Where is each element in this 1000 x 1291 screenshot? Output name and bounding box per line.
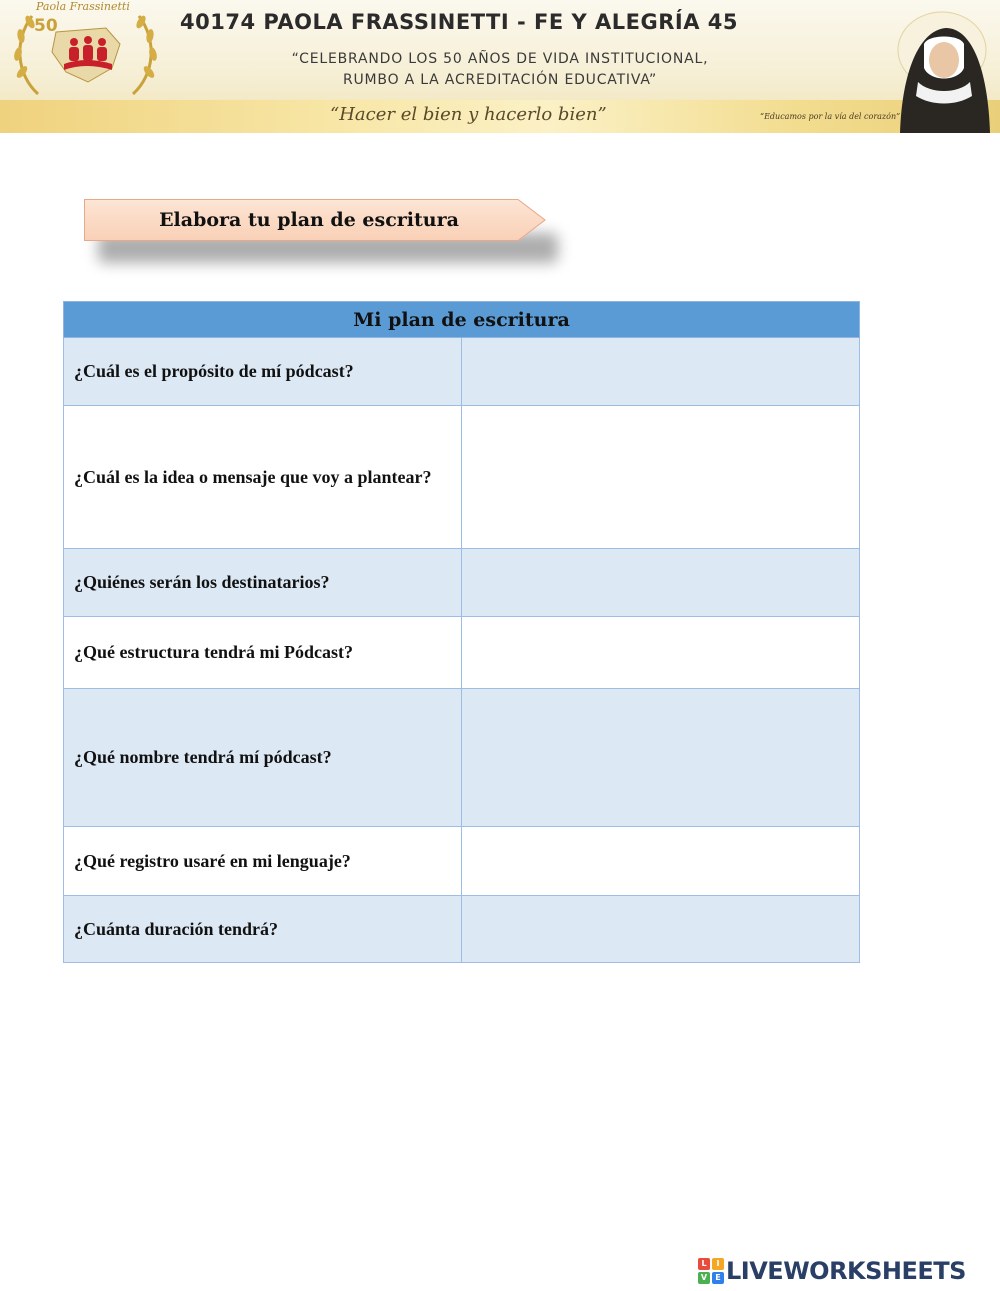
answer-name-input[interactable] — [472, 733, 849, 777]
logo-caption: Paola Frassinetti — [36, 0, 130, 13]
brand-icon-letter: I — [712, 1258, 724, 1270]
school-title: 40174 PAOLA FRASSINETTI - FE Y ALEGRÍA 45 — [180, 10, 738, 34]
question-duration: ¿Cuánta duración tendrá? — [64, 896, 462, 963]
answer-message-input[interactable] — [472, 453, 849, 497]
question-message: ¿Cuál es la idea o mensaje que voy a plantear? — [64, 406, 462, 549]
liveworksheets-brand[interactable] — [698, 1256, 966, 1286]
table-row — [64, 896, 860, 963]
brand-icon-letter: L — [698, 1258, 710, 1270]
table-row — [64, 406, 860, 549]
question-register: ¿Qué registro usaré en mi lenguaje? — [64, 827, 462, 896]
table-title: Mi plan de escritura — [64, 302, 860, 338]
answer-cell[interactable] — [462, 689, 860, 827]
brand-wordmark: LIVEWORKSHEETS — [726, 1257, 966, 1285]
table-row — [64, 827, 860, 896]
writing-plan-table — [63, 301, 860, 963]
liveworksheets-logo-icon — [698, 1258, 724, 1284]
answer-register-input[interactable] — [472, 837, 849, 881]
section-tag-label: Elabora tu plan de escritura — [159, 209, 459, 231]
answer-cell[interactable] — [462, 896, 860, 963]
answer-cell[interactable] — [462, 617, 860, 689]
banner-motto: “Hacer el bien y hacerlo bien” — [330, 104, 607, 125]
answer-cell[interactable] — [462, 549, 860, 617]
table-row — [64, 689, 860, 827]
answer-cell[interactable] — [462, 406, 860, 549]
table-row — [64, 617, 860, 689]
answer-audience-input[interactable] — [472, 558, 849, 602]
answer-cell[interactable] — [462, 338, 860, 406]
question-audience: ¿Quiénes serán los destinatarios? — [64, 549, 462, 617]
section-tag — [84, 199, 550, 243]
logo-number: 50 — [34, 16, 58, 36]
answer-purpose-input[interactable] — [472, 347, 849, 391]
brand-icon-letter: V — [698, 1272, 710, 1284]
school-logo-icon — [8, 2, 163, 102]
saint-portrait-icon — [880, 10, 998, 133]
answer-structure-input[interactable] — [472, 628, 849, 672]
table-row — [64, 338, 860, 406]
question-structure: ¿Qué estructura tendrá mi Pódcast? — [64, 617, 462, 689]
banner-subtitle-line1: “CELEBRANDO LOS 50 AÑOS DE VIDA INSTITUCIONAL, — [291, 51, 709, 67]
banner-subtitle-line2: RUMBO A LA ACREDITACIÓN EDUCATIVA” — [342, 72, 658, 88]
answer-cell[interactable] — [462, 827, 860, 896]
question-name: ¿Qué nombre tendrá mí pódcast? — [64, 689, 462, 827]
brand-icon-letter: E — [712, 1272, 724, 1284]
table-row — [64, 549, 860, 617]
banner-caption: “Educamos por la vía del corazón” — [760, 112, 901, 121]
header-banner — [0, 0, 1000, 133]
question-purpose: ¿Cuál es el propósito de mí pódcast? — [64, 338, 462, 406]
table-header-row — [64, 302, 860, 338]
answer-duration-input[interactable] — [472, 905, 849, 949]
